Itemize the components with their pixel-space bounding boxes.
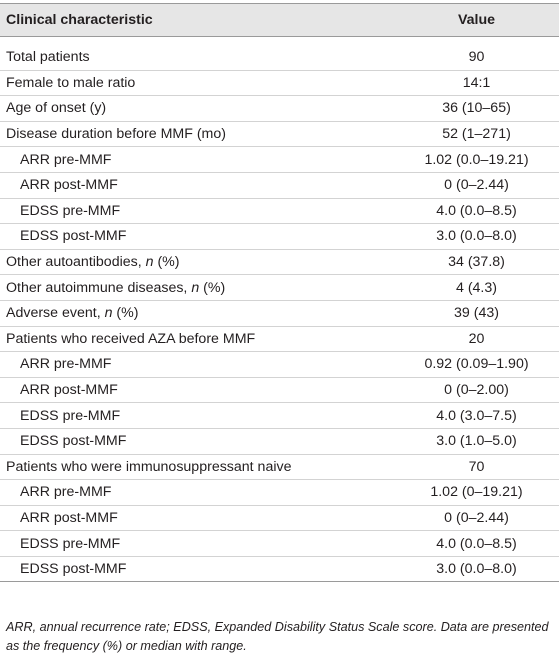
row-label: EDSS pre-MMF — [0, 403, 394, 429]
table-row — [0, 224, 559, 250]
row-value: 34 (37.8) — [394, 249, 559, 275]
row-value: 3.0 (0.0–8.0) — [394, 224, 559, 250]
row-label: ARR post-MMF — [0, 377, 394, 403]
column-header-value: Value — [394, 4, 559, 37]
row-value: 36 (10–65) — [394, 96, 559, 122]
row-label: ARR pre-MMF — [0, 352, 394, 378]
row-value: 90 — [394, 45, 559, 71]
table-row — [0, 454, 559, 480]
row-value: 39 (43) — [394, 300, 559, 326]
table-row — [0, 377, 559, 403]
row-label: ARR post-MMF — [0, 172, 394, 198]
row-label: EDSS post-MMF — [0, 556, 394, 582]
row-label: EDSS pre-MMF — [0, 198, 394, 224]
row-label: EDSS pre-MMF — [0, 531, 394, 557]
row-value: 4 (4.3) — [394, 275, 559, 301]
table-row — [0, 70, 559, 96]
table-row — [0, 275, 559, 301]
row-label: EDSS post-MMF — [0, 428, 394, 454]
row-value: 0 (0–2.44) — [394, 172, 559, 198]
table-row — [0, 403, 559, 429]
table-footnote: ARR, annual recurrence rate; EDSS, Expanded Disability Status Scale score. Data are presented as the frequency (%) or median with range. — [6, 620, 549, 653]
row-label: Total patients — [0, 45, 394, 71]
row-value: 1.02 (0–19.21) — [394, 480, 559, 506]
table-row — [0, 172, 559, 198]
table-row — [0, 480, 559, 506]
table-body — [0, 37, 559, 582]
row-value: 4.0 (0.0–8.5) — [394, 198, 559, 224]
row-value: 1.02 (0.0–19.21) — [394, 147, 559, 173]
table-row — [0, 531, 559, 557]
table-row — [0, 505, 559, 531]
row-label: Patients who were immunosuppressant naive — [0, 454, 394, 480]
table-row — [0, 45, 559, 71]
row-label: Other autoantibodies, n (%) — [0, 249, 394, 275]
row-value: 3.0 (0.0–8.0) — [394, 556, 559, 582]
row-value: 0 (0–2.00) — [394, 377, 559, 403]
table-row — [0, 198, 559, 224]
row-label: Adverse event, n (%) — [0, 300, 394, 326]
row-label: ARR post-MMF — [0, 505, 394, 531]
table-row — [0, 352, 559, 378]
row-value: 0 (0–2.44) — [394, 505, 559, 531]
row-label: Disease duration before MMF (mo) — [0, 121, 394, 147]
spacer-row — [0, 37, 559, 45]
column-header-characteristic: Clinical characteristic — [0, 4, 394, 37]
row-value: 0.92 (0.09–1.90) — [394, 352, 559, 378]
row-value: 4.0 (0.0–8.5) — [394, 531, 559, 557]
table-row — [0, 300, 559, 326]
table-row — [0, 121, 559, 147]
row-value: 4.0 (3.0–7.5) — [394, 403, 559, 429]
header-row — [0, 4, 559, 37]
table-header — [0, 4, 559, 37]
row-label: Other autoimmune diseases, n (%) — [0, 275, 394, 301]
table-row — [0, 326, 559, 352]
row-label: ARR pre-MMF — [0, 480, 394, 506]
table-row — [0, 556, 559, 582]
table-row — [0, 249, 559, 275]
row-label: Patients who received AZA before MMF — [0, 326, 394, 352]
table-row — [0, 428, 559, 454]
table-row — [0, 96, 559, 122]
clinical-characteristics-table — [0, 3, 559, 582]
row-label: EDSS post-MMF — [0, 224, 394, 250]
row-value: 70 — [394, 454, 559, 480]
row-label: Age of onset (y) — [0, 96, 394, 122]
row-value: 3.0 (1.0–5.0) — [394, 428, 559, 454]
row-label: Female to male ratio — [0, 70, 394, 96]
row-label: ARR pre-MMF — [0, 147, 394, 173]
row-value: 52 (1–271) — [394, 121, 559, 147]
table-row — [0, 147, 559, 173]
row-value: 20 — [394, 326, 559, 352]
row-value: 14:1 — [394, 70, 559, 96]
